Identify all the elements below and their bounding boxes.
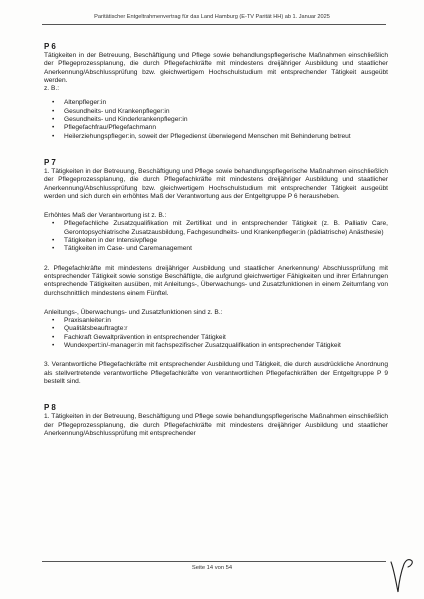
p7-measure-list	[44, 220, 388, 253]
list-item: • Altenpfleger:in	[44, 99, 388, 107]
page-content	[44, 42, 388, 438]
p6-intro: Tätigkeiten in der Betreuung, Beschäftigung und Pflege sowie behandlungspflegerische Maßnahmen einschließlich der Pflegeprozessplanung, die durch Pflegefachkräfte mit mindestens dreijähriger Ausbildung und staatlicher Anerkennung/Abschlussprüfung bzw. gleichwertigem Hochschulstudium mit entsprechender Tätigkeit ausgeübt werden.	[44, 52, 388, 84]
page-footer: Seite 14 von 54	[191, 565, 233, 571]
p7-functions-intro: Anleitungs-, Überwachungs- und Zusatzfunktionen sind z. B.:	[44, 308, 223, 316]
list-item: • Fachkraft Gewaltprävention in entsprechender Tätigkeit	[44, 334, 388, 342]
footer-rule	[42, 561, 386, 562]
list-item: • Wundexpert:in/-manager:in mit fachspezifischer Zusatzqualifikation in entsprechender Tätigkeit	[44, 342, 388, 350]
list-item: • Praxisanleiter:in	[44, 317, 388, 325]
list-item: • Pflegefachfrau/Pflegefachmann	[44, 124, 388, 132]
p8-paragraph-1: 1. Tätigkeiten in der Betreuung, Beschäftigung und Pflege sowie behandlungspflegerische Maßnahmen einschließlich der Pflegeprozessplanung, die durch Pflegefachkräfte mit mindestens dreijähriger Ausbildung und staatlicher Anerkennung/Abschlussprüfung mit entsprechender	[44, 413, 388, 437]
header-rule	[42, 24, 386, 25]
initials-signature	[388, 552, 418, 596]
section-title-p7: P 7	[44, 157, 56, 167]
p7-paragraph-3: 3. Verantwortliche Pflegefachkräfte mit entsprechender Ausbildung und Tätigkeit, die durch ausdrückliche Anordnung als stellvertretende verantwortliche Pflegefachkräfte von verantwortlichen Pflegefachkräften der Entgeltgruppe P 9 bestellt sind.	[44, 361, 388, 385]
list-item: • Qualitätsbeauftragte:r	[44, 325, 388, 333]
p6-list	[44, 99, 388, 140]
p7-measure-intro: Erhöhtes Maß der Verantwortung ist z. B.:	[44, 212, 167, 220]
section-title-p6: P 6	[44, 42, 56, 51]
list-item: • Pflegefachliche Zusatzqualifikation mit Zertifikat und in entsprechender Tätigkeit (z. B. Palliativ Care, Gerontopsychiatrische Zusatzausbildung, Fachgesundheits- und Krankenpfleger:in (pädiatrische) Anästhesie)	[44, 220, 388, 237]
p7-paragraph-2: 2. Pflegefachkräfte mit mindestens dreijähriger Ausbildung und staatlicher Anerkennung/ Abschlussprüfung mit entsprechender Tätigkeit sowie sonstige Beschäftigte, die aufgrund gleichwertiger Fähigkeiten und ihrer Erfahrungen entsprechende Tätigkeiten ausüben, mit Anleitungs-, Überwachungs- und Zusatzfunktionen in einem Zeitumfang von durchschnittlich mindestens einem Fünftel.	[44, 264, 388, 297]
list-item: • Heilerziehungspfleger:in, soweit der Pflegedienst überwiegend Menschen mit Behinderung betreut	[44, 133, 388, 141]
section-p8	[44, 403, 388, 438]
list-item: • Tätigkeiten in der Intensivpflege	[44, 237, 388, 245]
section-title-p8: P 8	[44, 403, 56, 413]
p7-paragraph-1: 1. Tätigkeiten in der Betreuung, Beschäftigung und Pflege sowie behandlungspflegerische Maßnahmen einschließlich der Pflegeprozessplanung, die durch Pflegefachkräfte mit mindestens dreijähriger Ausbildung und staatlicher Anerkennung/Abschlussprüfung bzw. gleichwertigem Hochschulstudium mit entsprechender Tätigkeit ausgeübt werden und sich durch ein erhöhtes Maß der Verantwortung aus der Entgeltgruppe P 6 herausheben.	[44, 167, 388, 200]
list-item: • Tätigkeiten im Case- und Caremanagement	[44, 245, 388, 253]
list-item: • Gesundheits- und Kinderkrankenpfleger:in	[44, 116, 388, 124]
p6-zb: z. B.:	[44, 85, 60, 93]
page-header: Paritätischer Entgeltrahmenvertrag für das Land Hamburg (E-TV Parität HH) ab 1. Januar 2025	[94, 14, 330, 20]
p7-functions-list	[44, 317, 388, 350]
section-p6	[44, 42, 388, 141]
section-p7	[44, 158, 388, 386]
list-item: • Gesundheits- und Krankenpfleger:in	[44, 108, 388, 116]
